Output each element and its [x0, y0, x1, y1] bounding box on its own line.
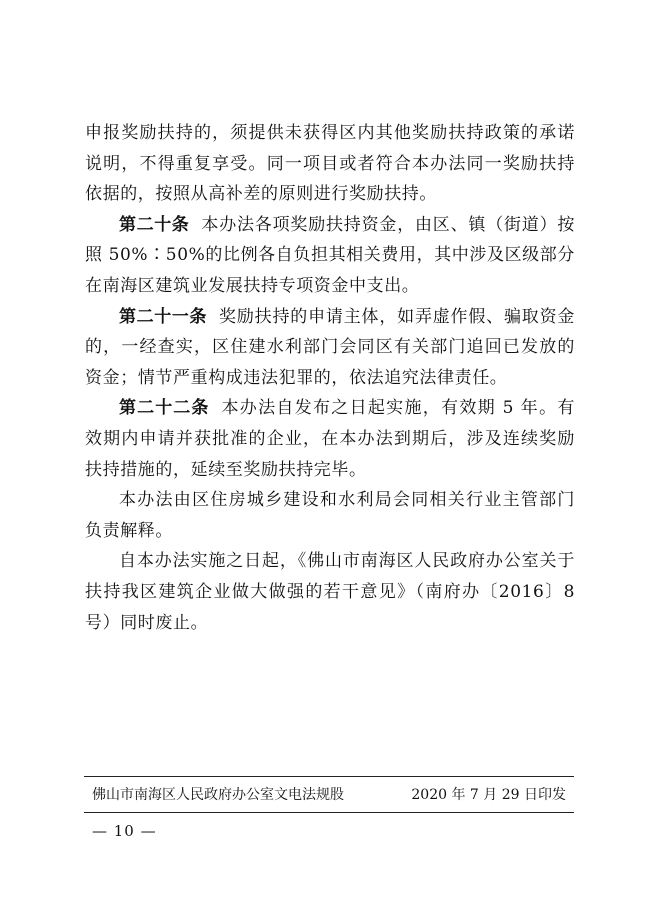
- paragraph-article-20: [85, 210, 575, 302]
- paragraph-1-text: 申报奖励扶持的，须提供未获得区内其他奖励扶持政策的承诺说明，不得重复享受。同一项目或者符合本办法同一奖励扶持依据的，按照从高补差的原则进行奖励扶持。: [85, 123, 575, 205]
- page-number: — 10 —: [92, 822, 157, 840]
- article-20-text: 本办法各项奖励扶持资金，由区、镇（街道）按照 50%∶50%的比例各自负担其相关费用，其中涉及区级部分在南海区建筑业发展扶持专项资金中支出。: [85, 214, 575, 296]
- footer-top-rule: [84, 776, 574, 777]
- paragraph-repeal: [85, 546, 575, 638]
- repeal-text: 自本办法实施之日起，《佛山市南海区人民政府办公室关于扶持我区建筑企业做大做强的若干意见》（南府办〔2016〕8 号）同时废止。: [85, 551, 575, 633]
- paragraph-interpretation: [85, 485, 575, 546]
- article-22-heading: 第二十二条: [119, 398, 210, 419]
- article-21-heading: 第二十一条: [119, 306, 208, 327]
- footer-issuer: 佛山市南海区人民政府办公室文电法规股: [92, 787, 344, 803]
- article-21-text: 奖励扶持的申请主体，如弄虚作假、骗取资金的，一经查实，区住建水利部门会同区有关部门追回已发放的资金；情节严重构成违法犯罪的，依法追究法律责任。: [85, 306, 576, 388]
- paragraph-article-21: [85, 302, 575, 394]
- footer-bottom-rule: [84, 812, 574, 813]
- interpretation-text: 本办法由区住房城乡建设和水利局会同相关行业主管部门负责解释。: [85, 490, 575, 541]
- paragraph-article-22: [85, 393, 575, 485]
- document-body: [85, 118, 575, 638]
- footer-print-date: 2020 年 7 月 29 日印发: [411, 787, 566, 803]
- article-22-text: 本办法自发布之日起实施，有效期 5 年。有效期内申请并获批准的企业，在本办法到期后，涉及连续奖励扶持措施的，延续至奖励扶持完毕。: [85, 398, 575, 480]
- article-20-heading: 第二十条: [119, 214, 190, 235]
- paragraph-1: [85, 118, 575, 210]
- footer-info: [92, 784, 566, 806]
